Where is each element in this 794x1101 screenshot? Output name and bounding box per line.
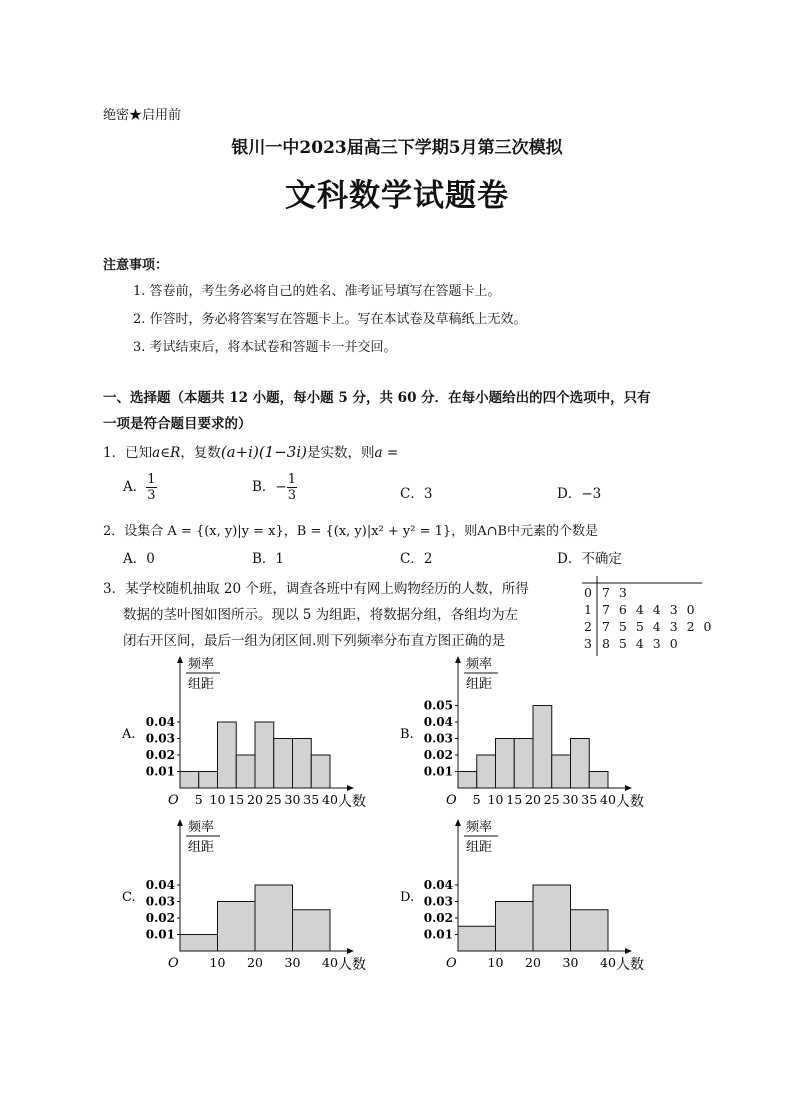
q2-option-b[interactable]: B．1 [252, 551, 285, 567]
y-tick-label: 0.05 [423, 698, 453, 713]
stem-row [582, 585, 630, 600]
q2-option-c[interactable]: C．2 [400, 551, 433, 567]
exam-title: 文科数学试题卷 [285, 178, 509, 214]
origin-label: O [168, 793, 179, 808]
y-axis-arrow [177, 656, 183, 663]
histogram-a[interactable] [118, 652, 368, 812]
ylabel-bottom: 组距 [188, 677, 215, 692]
question-2: 2．设集合 A = {(x, y)|y = x}，B = {(x, y)|x² + y² = 1}，则A∩B中元素的个数是 [103, 524, 599, 539]
stem-row [582, 602, 698, 617]
histogram-b[interactable] [396, 652, 646, 812]
y-axis-arrow [455, 819, 461, 826]
notice-item-2: 2. 作答时，务必将答案写在答题卡上。写在本试卷及草稿纸上无效。 [133, 312, 527, 327]
x-axis-arrow [347, 948, 354, 954]
q2-option-d[interactable]: D．不确定 [557, 551, 622, 567]
histogram-bar [477, 755, 496, 788]
q1-ask: a = [374, 445, 399, 461]
x-tick-label: 20 [247, 792, 263, 807]
y-tick-label: 0.04 [423, 715, 453, 729]
x-tick-label: 15 [506, 792, 523, 807]
q1-suffix: 是实数，则 [306, 445, 375, 461]
ylabel-top: 频率 [188, 657, 215, 672]
x-tick-label: 10 [209, 955, 226, 970]
y-tick-label: 0.03 [145, 894, 175, 909]
ylabel-bottom: 组距 [466, 677, 493, 692]
histogram-d[interactable] [396, 815, 646, 975]
stem-row [582, 636, 681, 651]
exam-subtitle: 银川一中2023届高三下学期5月第三次模拟 [231, 138, 563, 158]
x-tick-label: 15 [228, 792, 245, 807]
x-tick-label: 5 [472, 792, 481, 807]
histogram-bar [236, 755, 255, 788]
q1-option-d[interactable]: D．−3 [557, 486, 602, 502]
origin-label: O [446, 956, 457, 971]
leaves: 7 3 [602, 585, 630, 600]
histogram-bar [199, 772, 218, 789]
x-tick-label: 40 [600, 792, 616, 807]
xlabel: 人数 [616, 957, 644, 973]
histogram-bar [180, 772, 199, 789]
stem: 3 [584, 636, 592, 651]
y-tick-label: 0.03 [145, 731, 175, 746]
x-tick-label: 30 [562, 792, 579, 807]
x-tick-label: 25 [265, 792, 282, 807]
x-tick-label: 30 [284, 792, 301, 807]
xlabel: 人数 [338, 794, 366, 810]
x-tick-label: 20 [247, 955, 263, 970]
x-tick-label: 10 [209, 792, 226, 807]
y-tick-label: 0.02 [423, 911, 453, 925]
x-tick-label: 10 [487, 955, 504, 970]
histogram-bar [311, 755, 330, 788]
ylabel-bottom: 组距 [188, 840, 215, 855]
ylabel-top: 频率 [466, 820, 493, 835]
histogram-bar [293, 910, 331, 951]
xlabel: 人数 [338, 957, 366, 973]
histogram-bar [458, 926, 496, 951]
q1-expression: (a+i)(1−3i) [220, 443, 307, 461]
option-label: D. [400, 890, 415, 905]
question-3-line2: 数据的茎叶图如图所示。现以 5 为组距，将数据分组，各组均为左 [123, 607, 519, 623]
histogram-bar [255, 885, 293, 951]
y-tick-label: 0.02 [145, 748, 175, 762]
q1-option-a[interactable] [123, 472, 157, 503]
question-3-line3: 闭右开区间，最后一组为闭区间.则下列频率分布直方图正确的是 [123, 633, 506, 649]
denominator: 3 [287, 488, 297, 503]
denominator: 3 [147, 488, 156, 503]
y-tick-label: 0.03 [423, 894, 453, 909]
x-tick-label: 30 [562, 955, 579, 970]
option-label: B. [400, 727, 414, 742]
q1-prefix: 1．已知 [103, 445, 153, 461]
leaves: 7 6 4 4 3 0 [602, 602, 698, 617]
q1-option-c[interactable]: C．3 [400, 486, 433, 502]
x-tick-label: 40 [322, 955, 338, 970]
section-heading-line1: 一、选择题（本题共 12 小题，每小题 5 分，共 60 分．在每小题给出的四个选项中，只有 [103, 390, 651, 406]
minus-sign: − [275, 479, 287, 495]
x-tick-label: 35 [581, 792, 598, 807]
notice-heading: 注意事项： [103, 258, 169, 273]
fraction [287, 472, 297, 503]
notice-item-1: 1. 答卷前，考生务必将自己的姓名、准考证号填写在答题卡上。 [133, 284, 501, 299]
numerator: 1 [287, 472, 297, 487]
q2-option-a[interactable]: A．0 [123, 551, 155, 567]
histogram-bar [533, 706, 552, 789]
ylabel-top: 频率 [466, 657, 493, 672]
question-3-line1: 3．某学校随机抽取 20 个班，调查各班中有网上购物经历的人数，所得 [103, 581, 529, 597]
histogram-bar [274, 739, 293, 789]
y-axis-arrow [455, 656, 461, 663]
histogram-bar [589, 772, 608, 789]
histogram-bar [496, 902, 534, 952]
x-tick-label: 10 [487, 792, 504, 807]
histogram-bar [293, 739, 312, 789]
stem-leaf-plot [582, 576, 715, 656]
y-tick-label: 0.01 [145, 927, 175, 942]
xlabel: 人数 [616, 794, 644, 810]
stem: 1 [584, 602, 592, 617]
x-tick-label: 20 [525, 955, 541, 970]
leaves: 8 5 4 3 0 [602, 636, 681, 651]
x-axis-arrow [625, 785, 632, 791]
y-tick-label: 0.01 [145, 764, 175, 779]
histogram-bar [218, 722, 237, 788]
histogram-bar [255, 722, 274, 788]
stem: 0 [584, 585, 592, 600]
histogram-bar [552, 755, 571, 788]
x-tick-label: 30 [284, 955, 301, 970]
y-tick-label: 0.01 [423, 927, 453, 942]
y-tick-label: 0.02 [423, 748, 453, 762]
x-tick-label: 5 [194, 792, 203, 807]
question-1 [103, 441, 398, 461]
x-tick-label: 20 [525, 792, 541, 807]
histogram-bar [571, 910, 609, 951]
y-tick-label: 0.02 [145, 911, 175, 925]
y-tick-label: 0.04 [145, 715, 175, 729]
ylabel-top: 频率 [188, 820, 215, 835]
y-tick-label: 0.03 [423, 731, 453, 746]
ylabel-bottom: 组距 [466, 840, 493, 855]
y-tick-label: 0.04 [145, 878, 175, 892]
histogram-bar [533, 885, 571, 951]
x-axis-arrow [347, 785, 354, 791]
stem: 2 [584, 619, 592, 634]
histogram-bar [458, 772, 477, 789]
histogram-bar [218, 902, 256, 952]
histogram-bar [571, 739, 590, 789]
histogram-bar [180, 935, 218, 952]
x-tick-label: 40 [322, 792, 338, 807]
q1-condition: a∈R [152, 445, 181, 461]
option-label: A. [122, 727, 136, 742]
q1-mid: ，复数 [180, 445, 221, 461]
option-label: B． [252, 479, 276, 495]
option-label: C. [122, 890, 136, 905]
y-axis-arrow [177, 819, 183, 826]
q1-option-b[interactable] [252, 472, 297, 503]
origin-label: O [168, 956, 179, 971]
notice-item-3: 3. 考试结束后，将本试卷和答题卡一并交回。 [133, 340, 397, 355]
numerator: 1 [147, 472, 156, 487]
option-label: A． [123, 479, 147, 495]
section-heading-line2: 一项是符合题目要求的） [103, 416, 252, 432]
histogram-bar [514, 739, 533, 789]
y-tick-label: 0.01 [423, 764, 453, 779]
origin-label: O [446, 793, 457, 808]
y-tick-label: 0.04 [423, 878, 453, 892]
stem-row [582, 619, 715, 634]
fraction [146, 472, 156, 503]
histogram-c[interactable] [118, 815, 368, 975]
x-tick-label: 40 [600, 955, 616, 970]
histogram-bar [496, 739, 515, 789]
x-tick-label: 35 [303, 792, 320, 807]
secret-label: 绝密★启用前 [103, 108, 182, 123]
leaves: 7 5 5 4 3 2 0 [602, 619, 715, 634]
x-tick-label: 25 [543, 792, 560, 807]
x-axis-arrow [625, 948, 632, 954]
